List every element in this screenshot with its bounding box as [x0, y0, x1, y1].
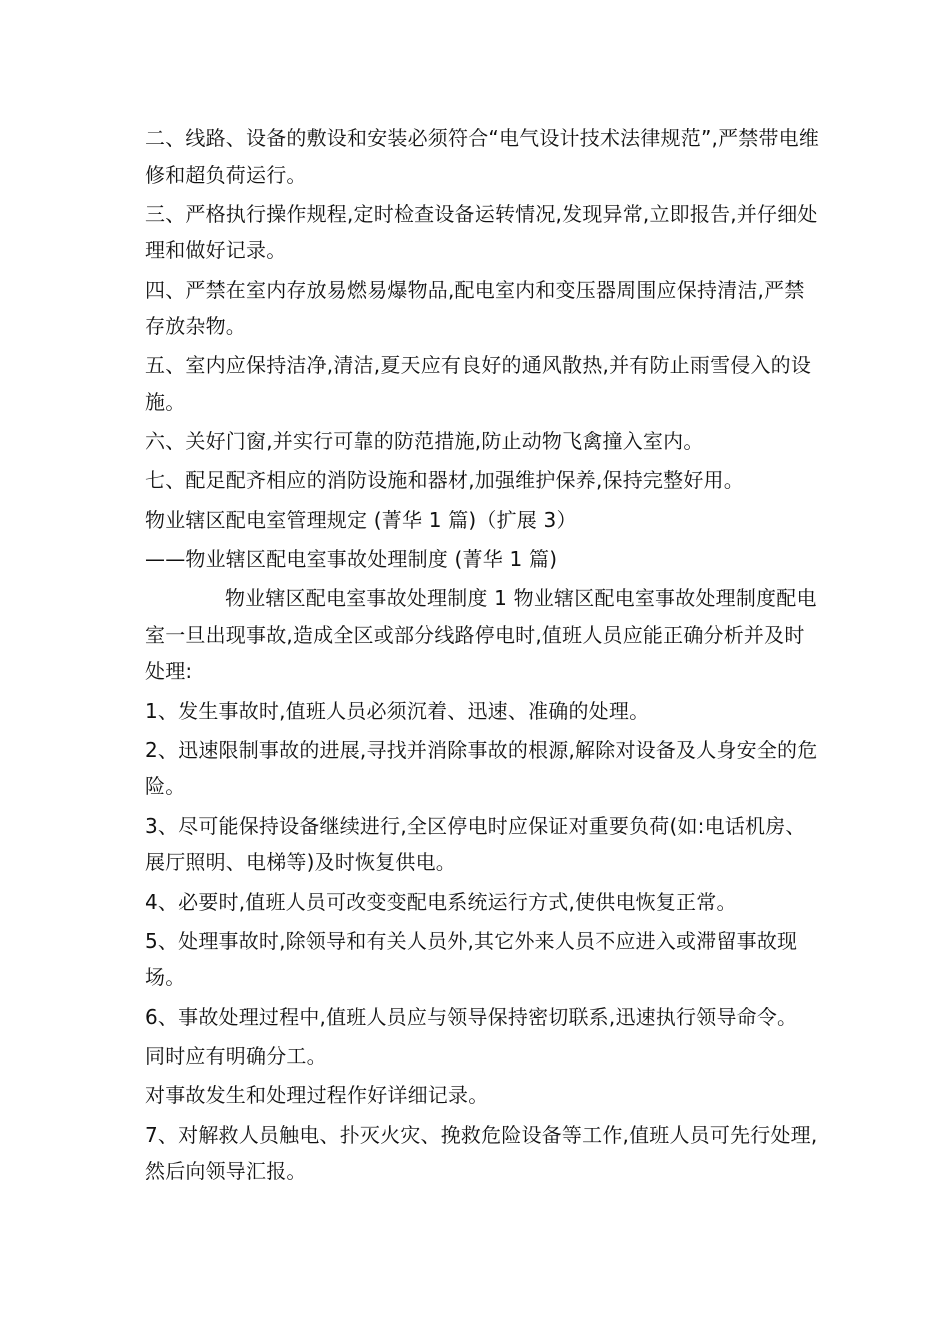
paragraph: 对事故发生和处理过程作好详细记录。 [145, 1083, 489, 1108]
paragraph: 四、严禁在室内存放易燃易爆物品,配电室内和变压器周围应保持清洁,严禁存放杂物。 [145, 277, 805, 339]
paragraph: 2、迅速限制事故的进展,寻找并消除事故的根源,解除对设备及人身安全的危险。 [145, 737, 818, 799]
paragraph: 5、处理事故时,除领导和有关人员外,其它外来人员不应进入或滞留事故现场。 [145, 928, 798, 990]
section-title: 物业辖区配电室管理规定 (菁华 1 篇)（扩展 3） [145, 507, 577, 532]
section-subtitle: ——物业辖区配电室事故处理制度 (菁华 1 篇) [145, 547, 558, 572]
paragraph: 五、室内应保持洁净,清洁,夏天应有良好的通风散热,并有防止雨雪侵入的设施。 [145, 353, 812, 414]
intro-paragraph: 物业辖区配电室事故处理制度 1 物业辖区配电室事故处理制度配电室一旦出现事故,造成全区或部分线路停电时,值班人员应能正确分析并及时处理: [145, 586, 817, 684]
paragraph: 4、必要时,值班人员可改变变配电系统运行方式,使供电恢复正常。 [145, 889, 737, 914]
document-body [145, 120, 820, 1192]
paragraph: 1、发生事故时,值班人员必须沉着、迅速、准确的处理。 [145, 698, 650, 723]
paragraph: 3、尽可能保持设备继续进行,全区停电时应保证对重要负荷(如:电话机房、展厅照明、电梯等)及时恢复供电。 [145, 813, 806, 875]
paragraph: 二、线路、设备的敷设和安装必须符合“电气设计技术法律规范”,严禁带电维修和超负荷运行。 [145, 126, 820, 187]
paragraph: 6、事故处理过程中,值班人员应与领导保持密切联系,迅速执行领导命令。 [145, 1004, 798, 1029]
paragraph: 同时应有明确分工。 [145, 1043, 327, 1068]
paragraph: 六、关好门窗,并实行可靠的防范措施,防止动物飞禽撞入室内。 [145, 429, 704, 454]
paragraph: 七、配足配齐相应的消防设施和器材,加强维护保养,保持完整好用。 [145, 468, 744, 493]
paragraph: 7、对解救人员触电、扑灭火灾、挽救危险设备等工作,值班人员可先行处理,然后向领导汇报。 [145, 1122, 818, 1184]
paragraph: 三、严格执行操作规程,定时检查设备运转情况,发现异常,立即报告,并仔细处理和做好记录。 [145, 201, 818, 263]
